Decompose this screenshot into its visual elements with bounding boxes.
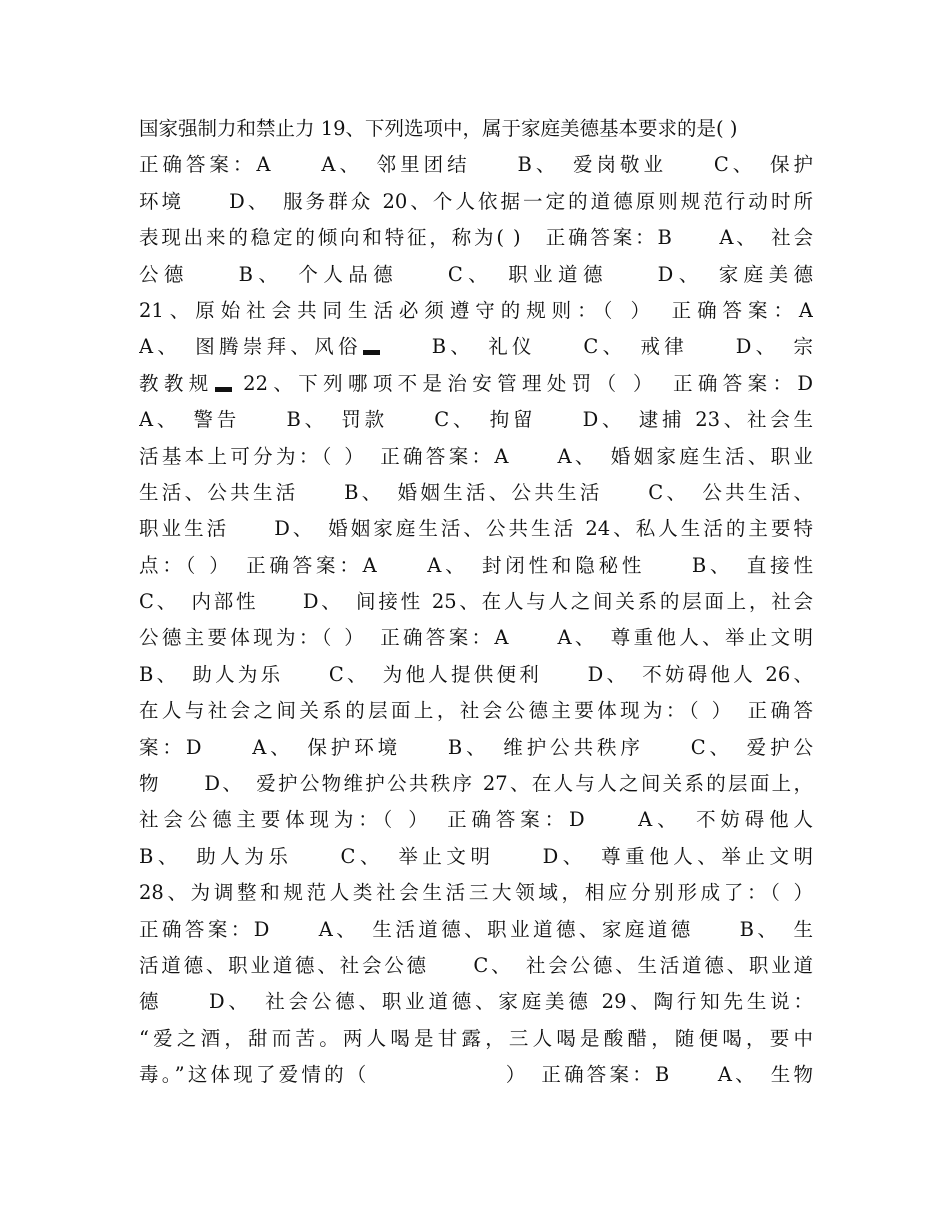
text-segment: 21、原始社会共同生活必须遵守的规则：（ ） 正确答案：A bbox=[139, 298, 813, 322]
text-segment: 活道德、职业道德、社会公德 C、 社会公德、生活道德、职业道 bbox=[139, 953, 813, 977]
text-segment: 国家强制力和禁止力 19、下列选项中，属于家庭美德基本要求的是( ) bbox=[139, 117, 738, 140]
text-line bbox=[139, 620, 813, 656]
text-segment: 表现出来的稳定的倾向和特征，称为( ) 正确答案：B A、 社会 bbox=[139, 226, 813, 250]
text-line bbox=[139, 293, 813, 329]
text-segment: B、 助人为乐 C、 举止文明 D、 尊重他人、举止文明 bbox=[139, 844, 813, 868]
text-segment: 28、为调整和规范人类社会生活三大领域，相应分别形成了：（ ） bbox=[139, 881, 813, 905]
text-line bbox=[139, 802, 813, 838]
text-line bbox=[139, 220, 813, 256]
text-line bbox=[139, 1057, 813, 1093]
text-line bbox=[139, 439, 813, 475]
text-line bbox=[139, 1021, 813, 1057]
text-line bbox=[139, 948, 813, 984]
text-line bbox=[139, 402, 813, 438]
text-segment: 毒。”这体现了爱情的（ ） 正确答案：B A、 生物 bbox=[139, 1063, 813, 1087]
text-segment: 物 D、 爱护公物维护公共秩序 27、在人与人之间关系的层面上， bbox=[139, 772, 813, 796]
text-line bbox=[139, 257, 813, 293]
text-segment: C、 内部性 D、 间接性 25、在人与人之间关系的层面上，社会 bbox=[139, 590, 813, 614]
text-segment: 活基本上可分为：（ ） 正确答案：A A、 婚姻家庭生活、职业 bbox=[139, 444, 813, 468]
text-segment: 德 D、 社会公德、职业道德、家庭美德 29、陶行知先生说： bbox=[139, 990, 813, 1014]
text-segment: 教教规 bbox=[139, 371, 214, 395]
text-line bbox=[139, 657, 813, 693]
text-segment: 公德主要体现为：（ ） 正确答案：A A、 尊重他人、举止文明 bbox=[139, 626, 813, 650]
text-segment: 生活、公共生活 B、 婚姻生活、公共生活 C、 公共生活、 bbox=[139, 480, 813, 504]
text-segment-tail: 22、下列哪项不是治安管理处罚（ ） 正确答案：D bbox=[231, 371, 813, 395]
text-line bbox=[139, 584, 813, 620]
text-segment: 点：（ ） 正确答案：A A、 封闭性和隐秘性 B、 直接性 bbox=[139, 553, 813, 577]
document-body-text bbox=[139, 111, 813, 1094]
text-line bbox=[139, 766, 813, 802]
text-line bbox=[139, 511, 813, 547]
text-segment: A、 警告 B、 罚款 C、 拘留 D、 逮捕 23、社会生 bbox=[139, 408, 813, 432]
text-segment: 正确答案：D A、 生活道德、职业道德、家庭道德 B、 生 bbox=[139, 917, 813, 941]
text-line bbox=[139, 548, 813, 584]
text-segment: 环境 D、 服务群众 20、个人依据一定的道德原则规范行动时所 bbox=[139, 189, 813, 213]
text-segment: “爱之酒，甜而苦。两人喝是甘露，三人喝是酸醋，随便喝，要中 bbox=[139, 1026, 813, 1050]
text-line bbox=[139, 984, 813, 1020]
text-line bbox=[139, 912, 813, 948]
text-line bbox=[139, 147, 813, 183]
text-segment: 正确答案：A A、 邻里团结 B、 爱岗敬业 C、 保护 bbox=[139, 153, 813, 177]
text-segment: 社会公德主要体现为：（ ） 正确答案：D A、 不妨碍他人 bbox=[139, 808, 813, 832]
redaction-mark-icon bbox=[215, 387, 232, 392]
text-segment: 在人与社会之间关系的层面上，社会公德主要体现为：（ ） 正确答 bbox=[139, 699, 813, 723]
text-line bbox=[139, 875, 813, 911]
text-segment-tail: B、 礼仪 C、 戒律 D、 宗 bbox=[379, 335, 813, 359]
text-line bbox=[139, 111, 813, 147]
text-line bbox=[139, 839, 813, 875]
text-line bbox=[139, 366, 813, 402]
text-segment: 职业生活 D、 婚姻家庭生活、公共生活 24、私人生活的主要特 bbox=[139, 517, 813, 541]
text-line bbox=[139, 329, 813, 365]
text-line bbox=[139, 730, 813, 766]
text-line bbox=[139, 693, 813, 729]
text-segment: A、 图腾崇拜、风俗 bbox=[139, 335, 362, 359]
text-segment: B、 助人为乐 C、 为他人提供便利 D、 不妨碍他人 26、 bbox=[139, 662, 813, 686]
redaction-mark-icon bbox=[363, 350, 380, 355]
text-segment: 案：D A、 保护环境 B、 维护公共秩序 C、 爱护公 bbox=[139, 735, 813, 759]
text-line bbox=[139, 475, 813, 511]
text-line bbox=[139, 184, 813, 220]
text-segment: 公德 B、 个人品德 C、 职业道德 D、 家庭美德 bbox=[139, 262, 813, 286]
